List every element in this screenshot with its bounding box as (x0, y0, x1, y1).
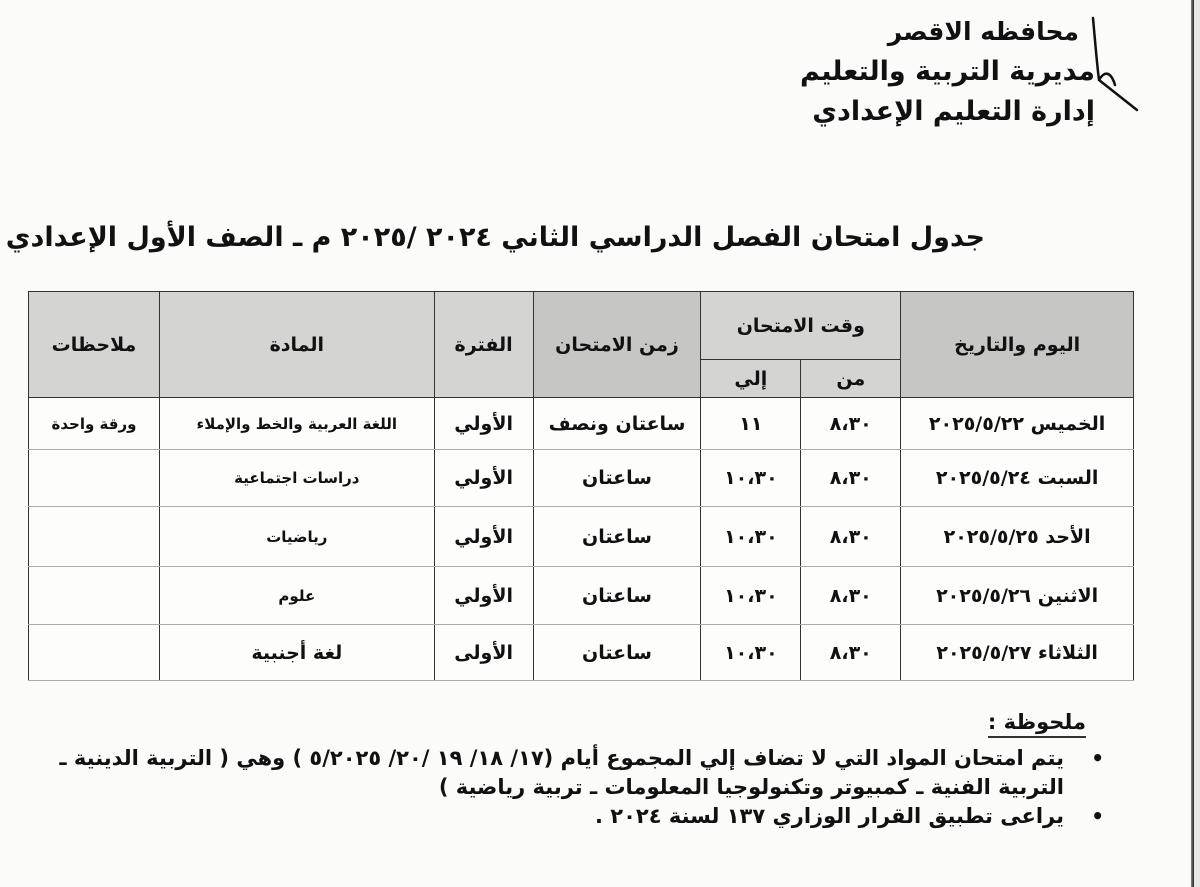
cell-day-date: الأحد ٢٠٢٥/٥/٢٥ (901, 507, 1134, 567)
cell-period: الأولي (434, 567, 533, 625)
cell-from: ٨،٣٠ (801, 398, 901, 450)
cell-period: الأولى (434, 625, 533, 681)
cell-duration: ساعتان (533, 507, 701, 567)
table-row (29, 398, 1134, 450)
header-duration: زمن الامتحان (533, 292, 701, 398)
administration-name: إدارة التعليم الإعدادي (812, 96, 1095, 127)
cell-from: ٨،٣٠ (801, 625, 901, 681)
header-notes: ملاحظات (29, 292, 160, 398)
cell-duration: ساعتان (533, 450, 701, 507)
letterhead (800, 12, 1095, 132)
header-subject: المادة (159, 292, 434, 398)
document-title: جدول امتحان الفصل الدراسي الثاني ٢٠٢٤ /٢٠٢٥ م ـ الصف الأول الإعدادي (5, 222, 985, 253)
cell-notes (29, 567, 160, 625)
paper-background (1194, 0, 1200, 887)
cell-subject: علوم (159, 567, 434, 625)
note-text: يتم امتحان المواد التي لا تضاف إلي المجموع أيام (١٧/ ١٨/ ١٩ /٢٠/ ٥/٢٠٢٥ ) وهي ( التربية الدينية ـ التربية الفنية ـ كمبيوتر وتكنولوجيا المعلومات ـ تربية رياضية ) (59, 746, 1064, 799)
cell-to: ١٠،٣٠ (701, 507, 801, 567)
cell-notes: ورقة واحدة (29, 398, 160, 450)
note-item (8, 744, 1104, 802)
header-to: إلي (701, 360, 801, 398)
header-period: الفترة (434, 292, 533, 398)
cell-subject: رياضيات (159, 507, 434, 567)
cell-notes (29, 450, 160, 507)
cell-to: ١١ (701, 398, 801, 450)
note-text: يراعى تطبيق القرار الوزاري ١٣٧ لسنة ٢٠٢٤ . (594, 804, 1064, 828)
cell-period: الأولي (434, 507, 533, 567)
cell-to: ١٠،٣٠ (701, 625, 801, 681)
cell-subject: دراسات اجتماعية (159, 450, 434, 507)
cell-day-date: الاثنين ٢٠٢٥/٥/٢٦ (901, 567, 1134, 625)
notes-list (8, 744, 1104, 831)
cell-day-date: الخميس ٢٠٢٥/٥/٢٢ (901, 398, 1134, 450)
bullet-icon: • (1091, 804, 1104, 828)
exam-schedule-table (28, 291, 1134, 681)
cell-from: ٨،٣٠ (801, 507, 901, 567)
cell-period: الأولي (434, 398, 533, 450)
cell-duration: ساعتان (533, 625, 701, 681)
paper-edge (1191, 0, 1194, 887)
governorate-name: محافظه الاقصر (887, 17, 1079, 46)
cell-day-date: الثلاثاء ٢٠٢٥/٥/٢٧ (901, 625, 1134, 681)
header-from: من (801, 360, 901, 398)
cell-subject: اللغة العربية والخط والإملاء (159, 398, 434, 450)
table-row (29, 450, 1134, 507)
cell-from: ٨،٣٠ (801, 567, 901, 625)
cell-to: ١٠،٣٠ (701, 567, 801, 625)
bullet-icon: • (1091, 746, 1104, 770)
note-item (8, 802, 1104, 831)
directorate-name: مديرية التربية والتعليم (800, 56, 1095, 87)
header-day-date: اليوم والتاريخ (901, 292, 1134, 398)
cell-duration: ساعتان (533, 567, 701, 625)
cell-notes (29, 625, 160, 681)
notes-title: ملحوظة : (988, 710, 1086, 738)
cell-to: ١٠،٣٠ (701, 450, 801, 507)
table-row (29, 567, 1134, 625)
cell-duration: ساعتان ونصف (533, 398, 701, 450)
cell-day-date: السبت ٢٠٢٥/٥/٢٤ (901, 450, 1134, 507)
table-row (29, 625, 1134, 681)
notes-section (8, 710, 1104, 831)
cell-period: الأولي (434, 450, 533, 507)
table-row (29, 507, 1134, 567)
cell-subject: لغة أجنبية (159, 625, 434, 681)
header-exam-time: وقت الامتحان (701, 292, 901, 360)
signature-mark-icon (1085, 10, 1145, 120)
cell-from: ٨،٣٠ (801, 450, 901, 507)
cell-notes (29, 507, 160, 567)
